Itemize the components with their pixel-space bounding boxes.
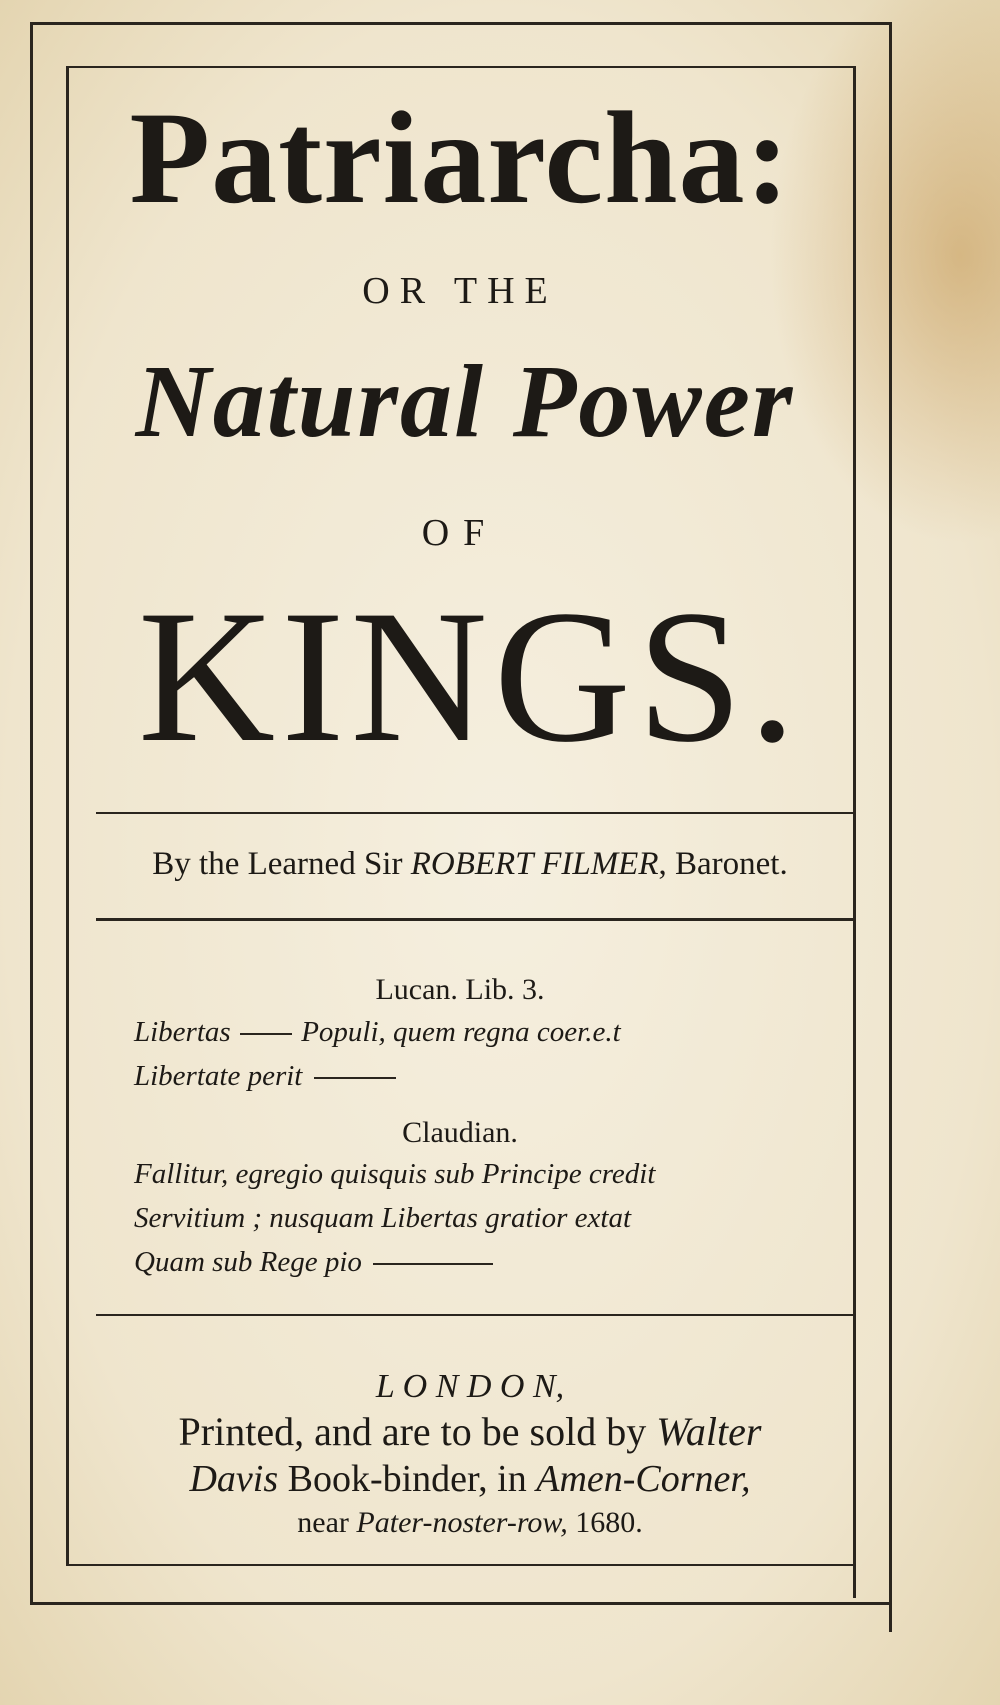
inner-frame-right: [853, 66, 856, 1598]
imprint-line-1: [100, 1409, 840, 1454]
subtitle-or-the: OR THE: [362, 270, 558, 312]
outer-frame-bottom: [30, 1602, 892, 1605]
inner-frame-top: [66, 66, 856, 68]
rule-above-author: [96, 812, 856, 814]
imprint-line-1a: Printed, and are to be sold by: [178, 1409, 657, 1454]
inner-frame-left: [66, 66, 69, 1566]
outer-frame-right: [889, 22, 892, 1632]
imprint-line-3a: near: [297, 1506, 357, 1539]
lucan-line-1b: Populi, quem regna coer.e.t: [301, 1016, 621, 1048]
imprint-line-2a: Davis: [189, 1458, 279, 1500]
author-prefix: By the Learned Sir: [152, 846, 411, 882]
imprint-line-3c: 1680.: [567, 1506, 643, 1539]
lucan-source: Lucan. Lib. 3.: [375, 973, 545, 1006]
rule-above-imprint: [96, 1314, 856, 1316]
subtitle-natural-power: Natural Power: [135, 344, 795, 459]
imprint-line-3b: Pater-noster-row,: [356, 1506, 568, 1539]
lucan-line-2-text: Libertate perit: [134, 1060, 303, 1092]
claudian-line-1: Fallitur, egregio quisquis sub Principe credit: [134, 1158, 656, 1190]
dash-divider: [240, 1033, 292, 1035]
author-name: ROBERT FILMER: [410, 846, 659, 882]
rule-below-author: [96, 918, 856, 921]
subtitle-of: OF: [421, 512, 499, 554]
imprint-line-3: [100, 1508, 840, 1538]
dash-divider: [314, 1077, 396, 1079]
dash-divider: [373, 1263, 493, 1265]
imprint-line-2: [100, 1460, 840, 1498]
author-line: [90, 848, 850, 881]
lucan-line-1a: Libertas: [134, 1016, 231, 1048]
claudian-line-2: Servitium ; nusquam Libertas gratior extat: [134, 1202, 632, 1234]
claudian-source: Claudian.: [402, 1116, 518, 1149]
outer-frame-top: [30, 22, 892, 25]
subtitle-kings: KINGS.: [137, 572, 803, 782]
imprint-line-1b: Walter: [656, 1409, 762, 1454]
claudian-line-3: [134, 1248, 493, 1277]
imprint-city: L O N D O N,: [375, 1368, 565, 1405]
claudian-line-3-text: Quam sub Rege pio: [134, 1246, 362, 1278]
author-suffix: , Baronet.: [658, 846, 788, 882]
lucan-line-2: [134, 1062, 396, 1091]
lucan-line-1: [134, 1018, 621, 1047]
imprint-line-2c: Amen-Corner,: [536, 1458, 751, 1500]
title: Patriarcha:: [129, 84, 791, 231]
inner-frame-bottom: [66, 1564, 856, 1566]
outer-frame-left: [30, 22, 33, 1602]
imprint-line-2b: Book-binder, in: [278, 1458, 537, 1500]
